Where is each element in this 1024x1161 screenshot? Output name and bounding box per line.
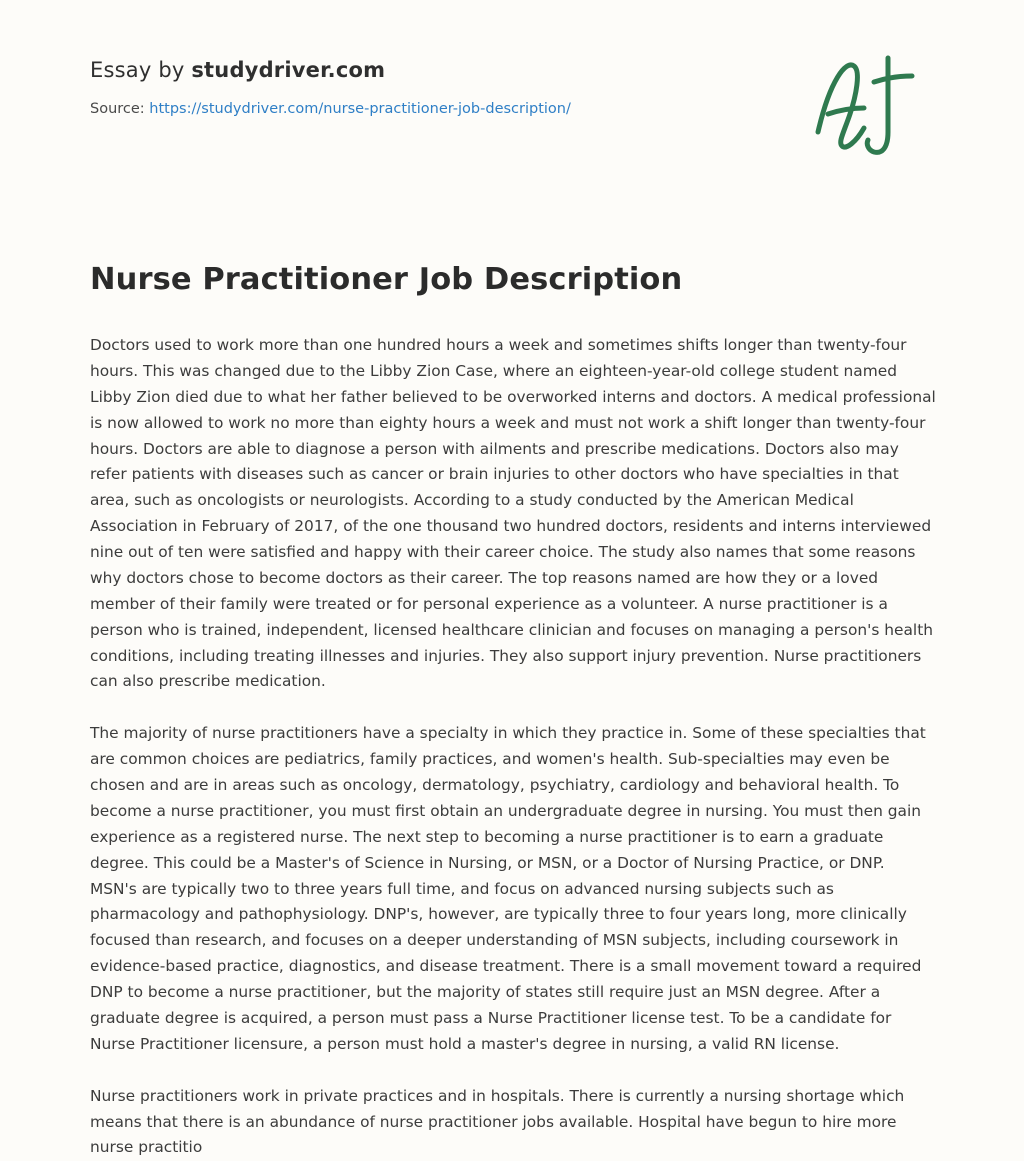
studydriver-logo-icon (808, 52, 928, 162)
page-title: Nurse Practitioner Job Description (90, 262, 683, 297)
document-body (90, 333, 936, 1161)
paragraph: Doctors used to work more than one hundred hours a week and sometimes shifts longer than twenty-four hours. This was changed due to the Libby Zion Case, where an eighteen-year-old college student named Libby Zion died due to what her father believed to be overworked interns and doctors. A medical professional is now allowed to work no more than eighty hours a week and must not work a shift longer than twenty-four hours. Doctors are able to diagnose a person with ailments and prescribe medications. Doctors also may refer patients with diseases such as cancer or brain injuries to other doctors who have specialties in that area, such as oncologists or neurologists. According to a study conducted by the American Medical Association in February of 2017, of the one thousand two hundred doctors, residents and interns interviewed nine out of ten were satisfied and happy with their career choice. The study also names that some reasons why doctors chose to become doctors as their career. The top reasons named are how they or a loved member of their family were treated or for personal experience as a volunteer. A nurse practitioner is a person who is trained, independent, licensed healthcare clinician and focuses on managing a person's health conditions, including treating illnesses and injuries. They also support injury prevention. Nurse practitioners can also prescribe medication. (90, 336, 936, 691)
brand-name: studydriver.com (191, 58, 386, 82)
document-header (0, 0, 1024, 117)
source-label: Source: (90, 101, 150, 117)
paragraph: The majority of nurse practitioners have a specialty in which they practice in. Some of these specialties that are common choices are pediatrics, family practices, and women's health. Sub-specialties may even be chosen and are in areas such as oncology, dermatology, psychiatry, cardiology and behavioral health. To become a nurse practitioner, you must first obtain an undergraduate degree in nursing. You must then gain experience as a registered nurse. The next step to becoming a nurse practitioner is to earn a graduate degree. This could be a Master's of Science in Nursing, or MSN, or a Doctor of Nursing Practice, or DNP. MSN's are typically two to three years full time, and focus on advanced nursing subjects such as pharmacology and pathophysiology. DNP's, however, are typically three to four years long, more clinically focused than research, and focuses on a deeper understanding of MSN subjects, including coursework in evidence-based practice, diagnostics, and disease treatment. There is a small movement toward a required DNP to become a nurse practitioner, but the majority of states still require just an MSN degree. After a graduate degree is acquired, a person must pass a Nurse Practitioner license test. To be a candidate for Nurse Practitioner licensure, a person must hold a master's degree in nursing, a valid RN license. (90, 724, 926, 1053)
essay-by-prefix: Essay by (90, 58, 192, 82)
paragraph: Nurse practitioners work in private practices and in hospitals. There is currently a nursing shortage which means that there is an abundance of nurse practitioner jobs available. Hospital have begun to hire more nurse practitio (90, 1086, 905, 1157)
source-url-link[interactable]: https://studydriver.com/nurse-practitioner-job-description/ (149, 101, 571, 117)
